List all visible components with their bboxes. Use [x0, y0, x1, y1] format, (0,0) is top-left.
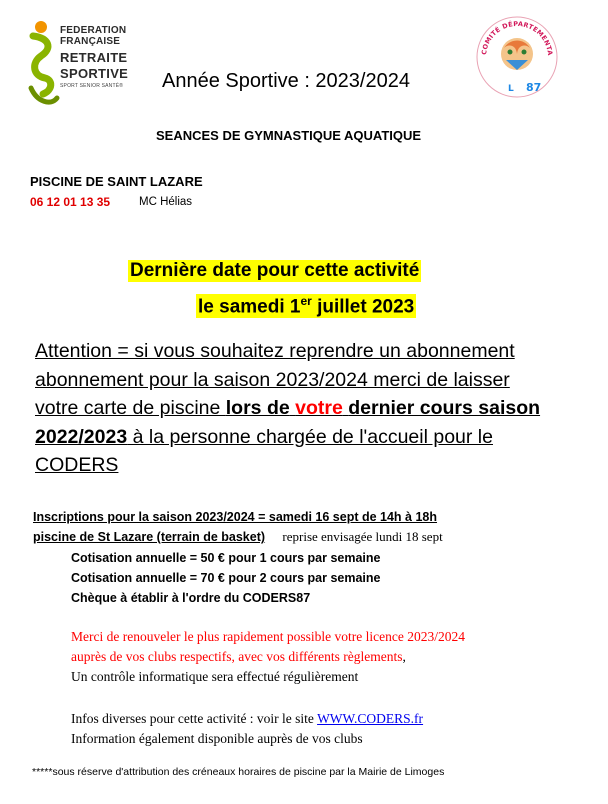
licence-line1: Merci de renouveler le plus rapidement possible votre licence 2023/2024: [71, 629, 465, 644]
logo-line-federation: FEDERATION: [60, 25, 127, 36]
attention-line3a: votre carte de piscine: [35, 397, 226, 419]
runner-figure-icon: [27, 18, 61, 108]
section-subtitle: SEANCES DE GYMNASTIQUE AQUATIQUE: [156, 128, 422, 143]
coders87-seal-logo: [474, 14, 560, 100]
footnote-stars: *****: [32, 766, 53, 778]
logo-line-retraite: RETRAITE: [60, 50, 128, 65]
info-section: [71, 709, 423, 749]
svg-text:L: L: [508, 84, 514, 94]
registration-info: [33, 508, 443, 547]
attention-line1: Attention = si vous souhaitez reprendre un abonnement: [35, 340, 515, 362]
last-date-value: [196, 294, 416, 318]
logo-line-sportive: SPORTIVE: [60, 66, 129, 81]
fees-list: [71, 548, 380, 608]
coders-website-link[interactable]: WWW.CODERS.fr: [317, 711, 424, 726]
attention-line4b: à la personne chargée de l'accueil pour le: [127, 425, 493, 448]
registration-line2: piscine de St Lazare (terrain de basket): [33, 530, 266, 544]
licence-line2-end: ,: [402, 649, 406, 664]
fee-1-course: Cotisation annuelle = 50 € pour 1 cours par semaine: [71, 551, 381, 565]
ffrs-logo: [27, 18, 127, 110]
attention-notice: [35, 337, 605, 480]
logo-tagline: SPORT SENIOR SANTÉ®: [60, 83, 124, 89]
resume-date: reprise envisagée lundi 18 sept: [282, 529, 443, 544]
attention-line3c: votre: [295, 397, 343, 419]
svg-text:87: 87: [526, 81, 542, 94]
footnote: [32, 766, 444, 778]
registration-line1: Inscriptions pour la saison 2023/2024 = samedi 16 sept de 14h à 18h: [33, 510, 438, 524]
logo-line-francaise: FRANÇAISE: [60, 36, 121, 47]
svg-text:COMITÉ DÉPARTEMENTAL DE LA RET: COMITÉ DÉPARTEMENTA: [480, 19, 555, 57]
fee-2-courses: Cotisation annuelle = 70 € pour 2 cours par semaine: [71, 571, 381, 585]
attention-line4a: 2022/2023: [35, 425, 128, 448]
last-date-heading: [128, 260, 421, 282]
attention-line3d: dernier cours saison: [348, 397, 541, 419]
attention-line3b: lors de: [225, 397, 290, 419]
last-date-pre: le samedi 1: [198, 296, 301, 318]
pool-name: PISCINE DE SAINT LAZARE: [30, 174, 203, 189]
last-date-sup: er: [300, 294, 312, 308]
last-date-line1: Dernière date pour cette activité: [130, 260, 420, 281]
attention-line5: CODERS: [35, 454, 119, 476]
licence-line3: Un contrôle informatique sera effectué régulièrement: [71, 669, 359, 684]
info-line2: Information également disponible auprès de vos clubs: [71, 731, 363, 746]
licence-notice: [71, 627, 465, 687]
last-date-post: juillet 2023: [311, 296, 415, 318]
contact-name: MC Hélias: [139, 196, 193, 208]
phone-number: 06 12 01 13 35: [30, 195, 111, 209]
info-line1: Infos diverses pour cette activité : voir le site: [71, 711, 318, 726]
attention-line2: abonnement pour la saison 2023/2024 merci de laisser: [35, 368, 510, 391]
footnote-text: sous réserve d'attribution des créneaux horaires de piscine par la Mairie de Limoges: [52, 766, 445, 778]
cheque-order: Chèque à établir à l'ordre du CODERS87: [71, 591, 311, 605]
page-title: Année Sportive : 2023/2024: [162, 70, 410, 92]
licence-line2: auprès de vos clubs respectifs, avec vos différents règlements: [71, 649, 403, 664]
